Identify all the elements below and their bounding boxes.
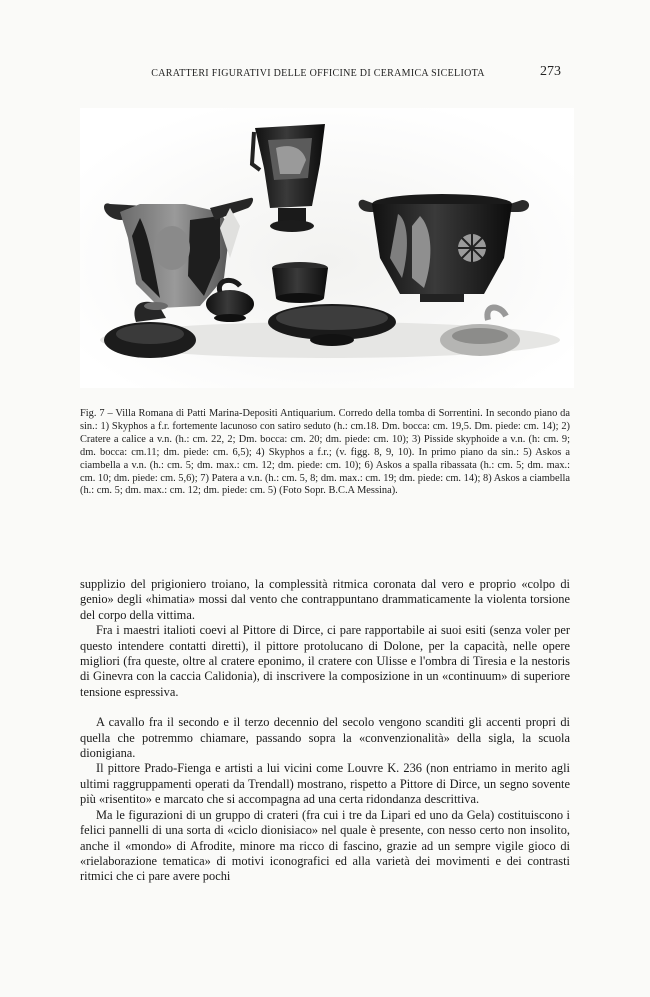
paragraph: Il pittore Prado-Fienga e artisti a lui vicini come Louvre K. 236 (non entriamo in merito agli ultimi raggruppamenti operati da Trendall) mostrano, rispetto a Pittore di Dirce, un segno sovente più «risentito» e marcato che si accompagna ad una certa ridondanza descrittiva. <box>80 761 570 807</box>
vases-photograph <box>80 108 574 388</box>
page-number: 273 <box>540 64 561 79</box>
pyxis-vase <box>272 262 328 303</box>
paragraph: supplizio del prigioniero troiano, la complessità ritmica coronata dal vero e proprio «colpo di genio» degli «himatia» mossi dal vento che contrappuntano drammaticamente la violenta torsione del corpo della vittima. <box>80 577 570 622</box>
paragraph: Fra i maestri italioti coevi al Pittore di Dirce, ci pare rapportabile ai suoi esiti (senza voler per questo intendere contatti diretti), il pittore protolucano di Dolone, per la capacità, nelle opere migliori (fra queste, oltre al cratere eponimo, il cratere con Ulisse e l'ombra di Tiresia e la nestoris di Ginevra con la caccia Calidonia), di inscrivere la composizione in un «continuum» di superiore tensione espressiva. <box>80 623 570 699</box>
figure-caption: Fig. 7 – Villa Romana di Patti Marina-Depositi Antiquarium. Corredo della tomba di Sorrentini. In secondo piano da sin.: 1) Skyphos a f.r. fortemente lacunoso con satiro seduto (h.: cm.18. Dm. bocca: cm. 19,5. Dm. piede: cm. 14); 2) Cratere a calice a v.n. (h.: cm. 22, 2; Dm. bocca: cm. 20; dm. piede: cm. 10); 3) Pisside skyphoide a v.n. (h: cm. 9; dm. bocca: cm.11; dm. piede: cm. 6,5); 4) Skyphos a f.r.; (v. figg. 8, 9, 10). In primo piano da sin.: 5) Askos a ciambella a v.n. (h.: cm. 5; dm. max.: cm. 12; dm. piede: cm. 10); 6) Askos a spalla ribassata (h.: cm. 5; dm. max.: cm. 10; dm. piede: cm. 5,6); 7) Patera a v.n. (h.: cm. 5, 8; dm. max.: cm. 19; dm. piede: cm. 14); 8) Askos a ciambella (h.: cm. 5; dm. max.: cm. 12; dm. piede: cm. 5) (Foto Sopr. B.C.A Messina). <box>80 408 570 497</box>
paragraph: Ma le figurazioni di un gruppo di crateri (fra cui i tre da Lipari ed uno da Gela) costituiscono i felici pannelli di una sorta di «ciclo dionisiaco» nel quale è presente, con nesso certo non insolito, anche il «mondo» di Afrodite, minore ma ricco di fascino, grazie ad un sempre vigile gioco di «rielaborazione tematica» di motivi iconografici ed alla varietà dei movimenti e dei contrasti ritmici che ci pare avere pochi <box>80 807 570 884</box>
body-text <box>80 577 570 885</box>
paragraph: A cavallo fra il secondo e il terzo decennio del secolo vengono scanditi gli accenti propri di quella che potremmo chiamare, passando sopra la «convenzionalità» della sigla, la scuola dionigiana. <box>80 715 570 761</box>
running-head: CARATTERI FIGURATIVI DELLE OFFICINE DI CERAMICA SICELIOTA <box>151 68 485 79</box>
